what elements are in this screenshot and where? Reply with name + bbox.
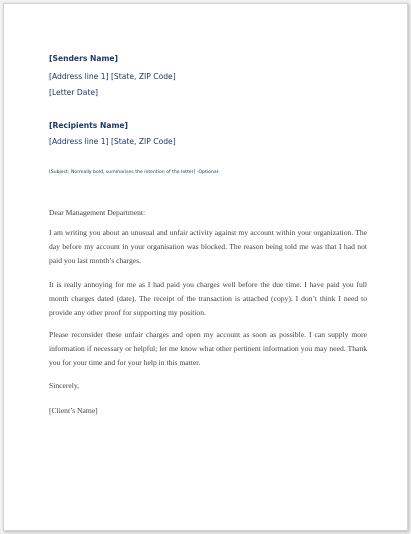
letter-page <box>3 3 408 531</box>
paragraph-3: Please reconsider these unfair charges and open my account as soon as possible. I can supply more information if necessary or helpful; let me know what other pertinent information you may need. Thank you for your time and for your help in this matter. <box>49 330 367 367</box>
paragraph-1: I am writing you about an unusual and unfair activity against my account within your organization. The day before my account in your organisation was blocked. The reason being told me was that I had not paid you last month’s charges. <box>49 228 367 265</box>
letter-date: [Letter Date] <box>49 88 99 97</box>
paragraph-2: It is really annoying for me as I had paid you charges well before the due time. I have paid you full month charges dated (date). The receipt of the transaction is attached (copy). I don’t think I need to provide any other proof for supporting my position. <box>49 280 367 317</box>
recipient-name: [Recipients Name] <box>49 121 128 130</box>
recipient-address: [Address line 1] [State, ZIP Code] <box>49 137 176 146</box>
sender-name: [Senders Name] <box>49 54 119 63</box>
closing: Sincerely, <box>49 381 80 390</box>
subject-line: [Subject: Normally bold, summarises the intention of the letter] -Optional- <box>49 170 220 175</box>
salutation: Dear Management Department: <box>49 208 146 217</box>
signature: [Client’s Name] <box>49 406 98 415</box>
sender-address: [Address line 1] [State, ZIP Code] <box>49 72 176 81</box>
